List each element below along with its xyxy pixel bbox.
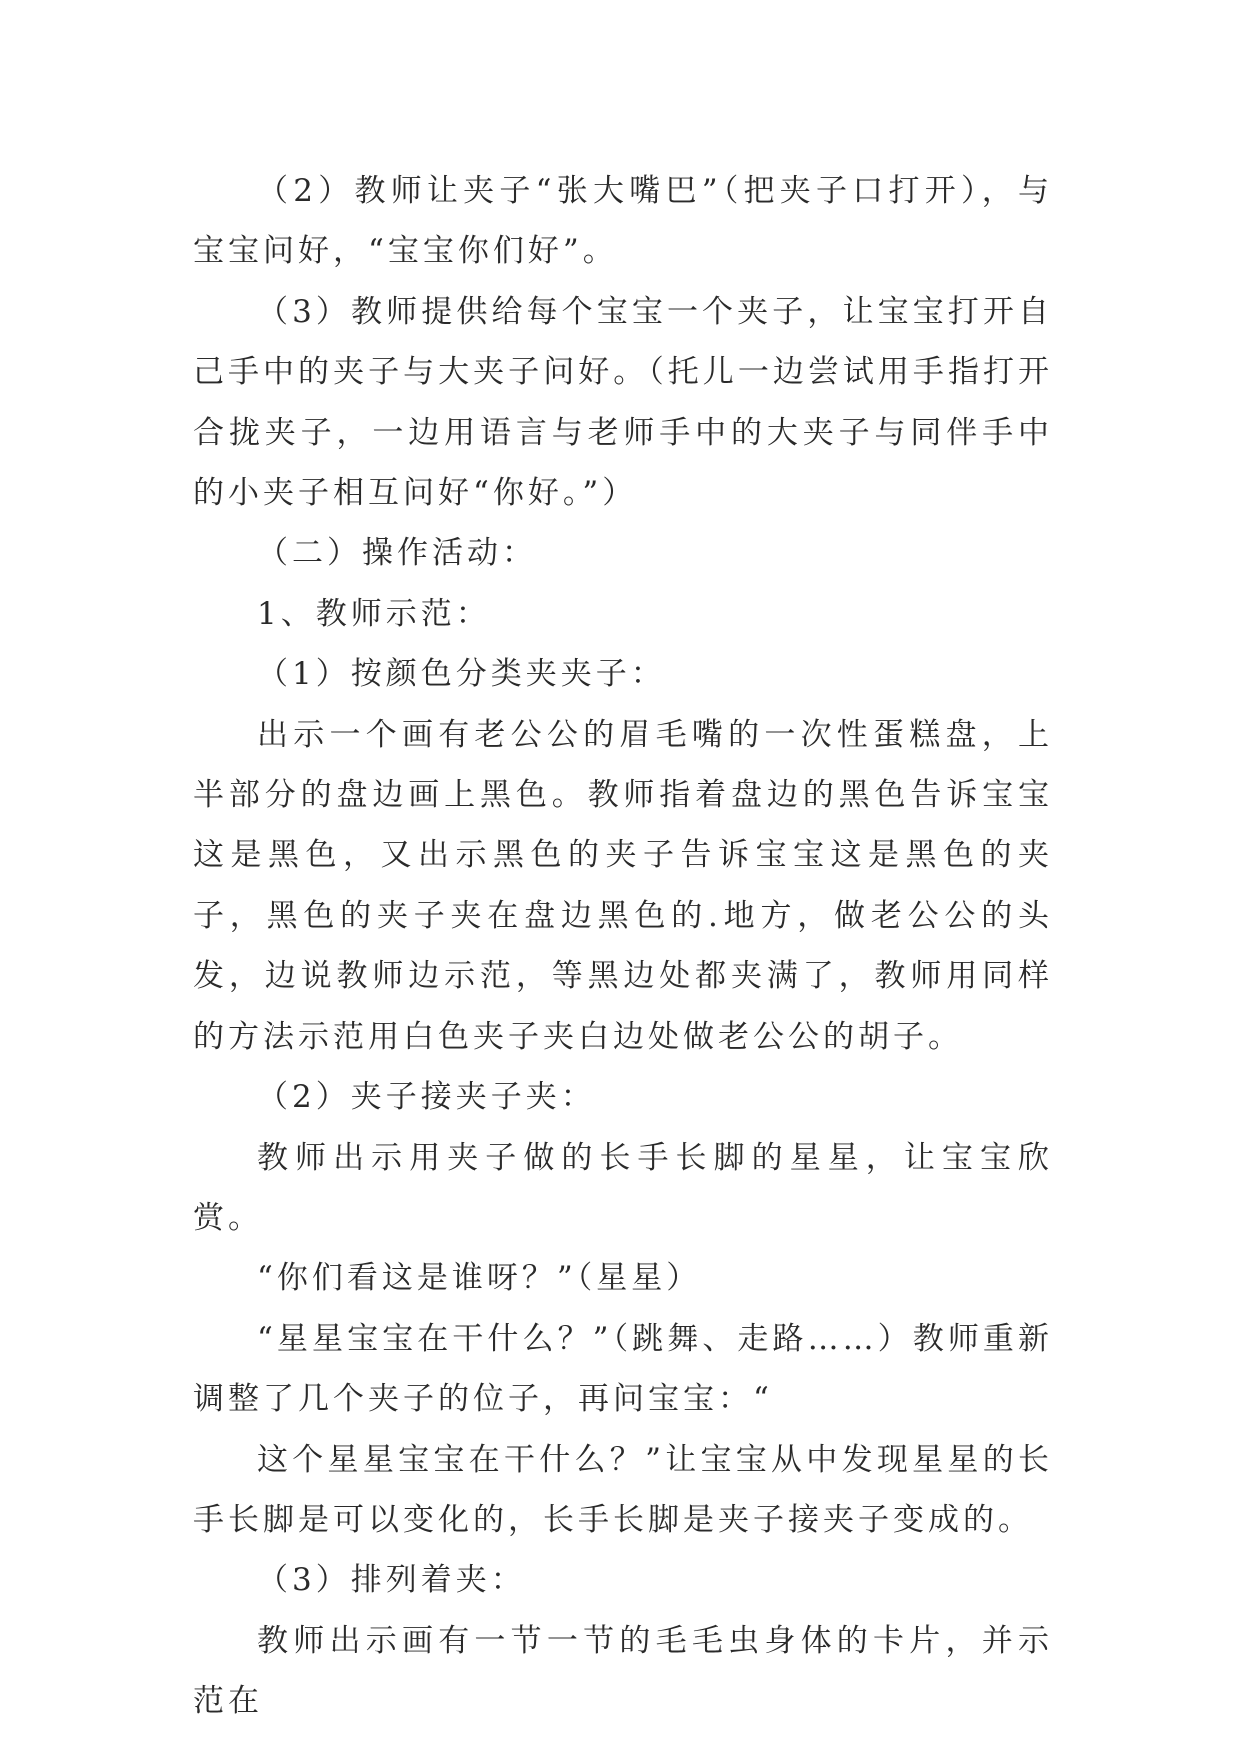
heading-clip-in-order: （3）排列着夹： <box>257 1562 526 1599</box>
paragraph-star-limbs-change: 这个星星宝宝在干什么？”让宝宝从中发现星星的长手长脚是可以变化的，长手长脚是夹子接夹子变成的。 <box>193 1441 1053 1538</box>
paragraph-teacher-opens-clip: （2）教师让夹子“张大嘴巴”（把夹子口打开），与宝宝问好，“宝宝你们好”。 <box>193 173 1053 270</box>
heading-sort-by-color: （1）按颜色分类夹夹子： <box>257 656 666 693</box>
paragraph-caterpillar-card: 教师出示画有一节一节的毛毛虫身体的卡片，并示范在 <box>193 1622 1053 1720</box>
document-body <box>193 161 1053 1732</box>
heading-clip-chain: （2）夹子接夹子夹： <box>257 1079 596 1116</box>
paragraph-cake-plate-demo: 出示一个画有老公公的眉毛嘴的一次性蛋糕盘，上半部分的盘边画上黑色。教师指着盘边的黑色告诉宝宝这是黑色，又出示黑色的夹子告诉宝宝这是黑色的夹子，黑色的夹子夹在盘边黑色的.地方，做老公公的头发，边说教师边示范，等黑边处都夹满了，教师用同样的方法示范用白色夹子夹白边处做老公公的胡子。 <box>193 716 1053 1055</box>
paragraph-what-is-star-doing: “星星宝宝在干什么？”（跳舞、走路……）教师重新调整了几个夹子的位子，再问宝宝：“ <box>193 1320 1053 1418</box>
paragraph-each-child-gets-clip: （3）教师提供给每个宝宝一个夹子，让宝宝打开自己手中的夹子与大夹子问好。（托儿一边尝试用手指打开合拢夹子，一边用语言与老师手中的大夹子与同伴手中的小夹子相互问好“你好。”） <box>193 293 1053 512</box>
heading-operation-activity: （二）操作活动： <box>257 535 537 572</box>
paragraph-who-is-this: “你们看这是谁呀？”（星星） <box>257 1260 702 1297</box>
heading-teacher-demo: 1、教师示范： <box>257 595 491 632</box>
paragraph-star-display: 教师出示用夹子做的长手长脚的星星，让宝宝欣赏。 <box>193 1139 1053 1236</box>
